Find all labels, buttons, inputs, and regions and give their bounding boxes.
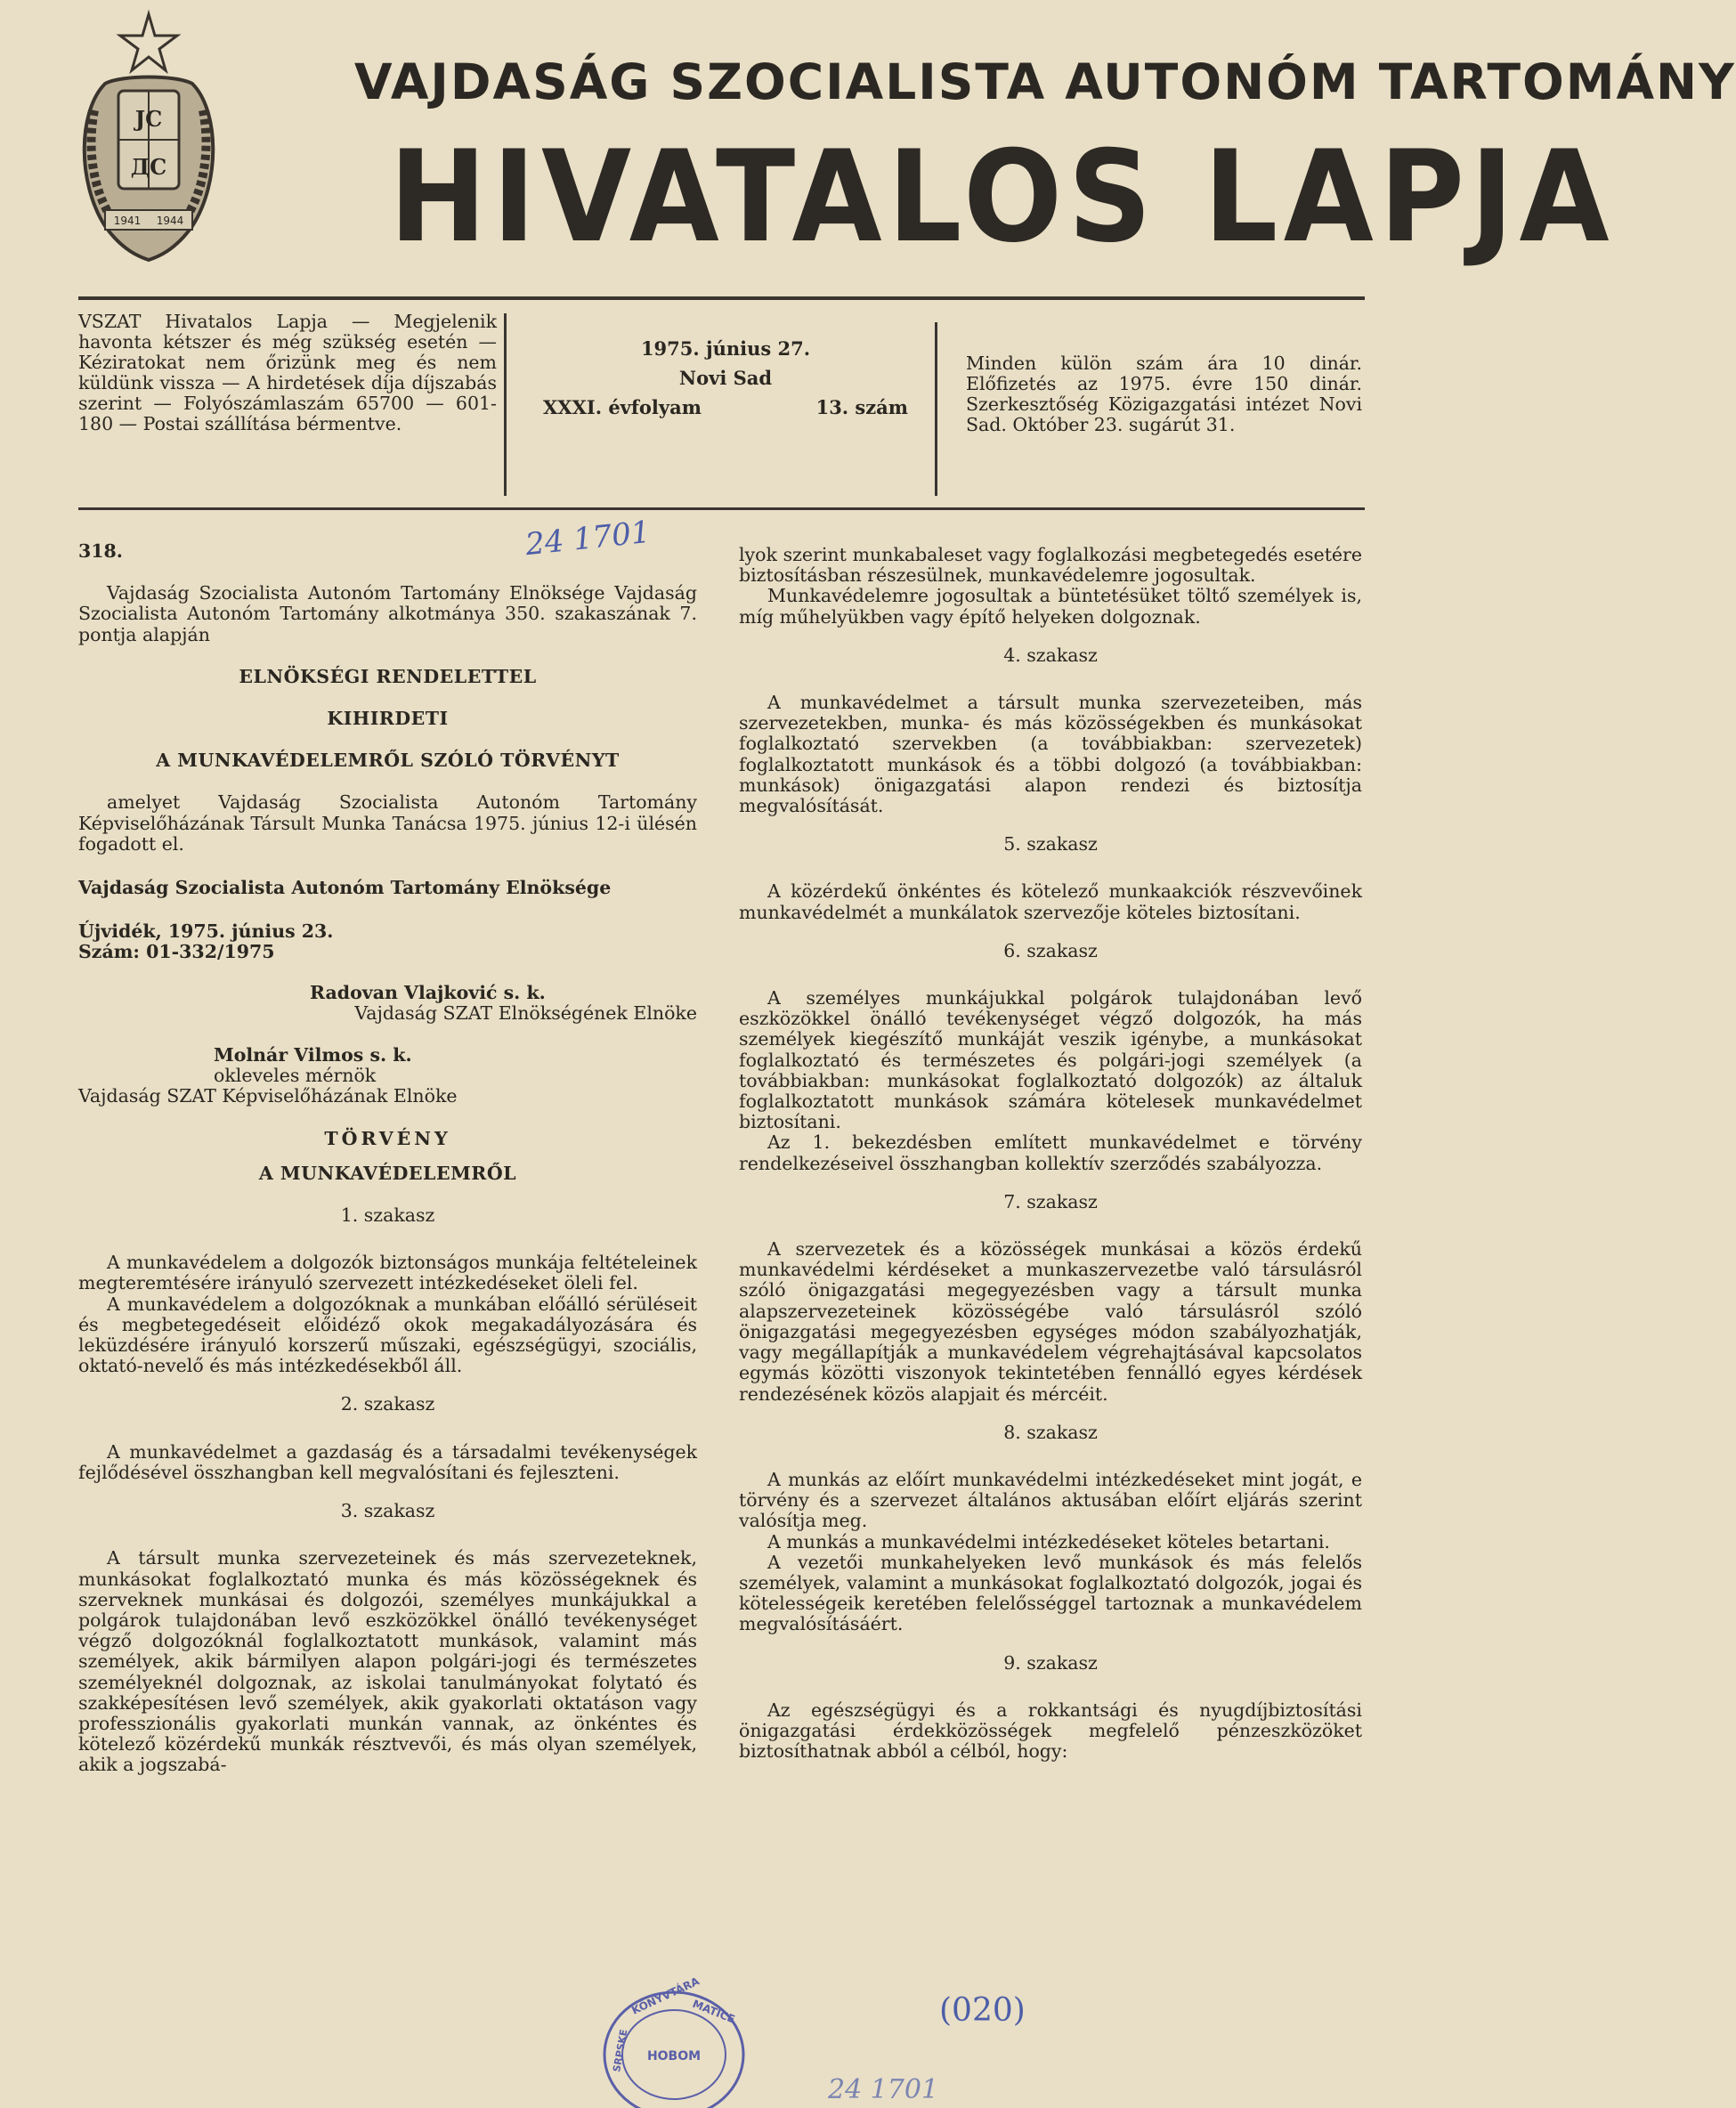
- issue-place: Novi Sad: [678, 367, 773, 389]
- section-9-paragraph-1: Az egészségügyi és a rokkantsági és nyugdíjbiztosítási önigazgatási érdekközösségek megfelelő pénzeszközöket biztosíthatnak abból a célból, hogy:: [739, 1699, 1362, 1763]
- section-1-heading: 1. szakasz: [340, 1204, 435, 1227]
- section-8-paragraph-1: A munkás az előírt munkavédelmi intézkedéseket mint jogát, e törvény és a szervezet általános aktusában előírt eljárás szerint valósítja meg.: [739, 1468, 1362, 1532]
- section-7-paragraph-1: A szervezetek és a közösségek munkásai a közös érdekű munkavédelmi kérdéseket a munkaszervezetbe való társulásról szóló önigazgatási megegyezésben vagy a társult munka alapszervezeteinek közösségébe való társulásról szóló önigazgatási megegyezésben egységes módon szabályozhatják, vagy megállapítják a munkavédelem végrehajtásával kapcsolatos egymás közötti viszonyok tekintetében fennálló egyes kérdések rendezésének közös alapjait és mércéit.: [739, 1238, 1362, 1405]
- svg-text:MATICE: MATICE: [690, 1997, 737, 2026]
- publication-info: VSZAT Hivatalos Lapja — Megjelenik havonta kétszer és még szükség esetén — Kéziratokat nem őrizünk meg és nem küldünk vissza — A hirdetések díja díjszabás szerint — Folyószámlaszám 65700 — 601-180 — Postai szállítása bérmentve.: [78, 311, 497, 434]
- state-emblem-icon: [69, 12, 228, 280]
- proclaims-heading: KIHIRDETI: [327, 708, 449, 730]
- section-4-heading: 4. szakasz: [1003, 644, 1098, 666]
- section-6-paragraph-1: A személyes munkájukkal polgárok tulajdonában levő eszközökkel önálló tevékenységet végző dolgozók, ha más személyek kiegészítő munkáját veszik igénybe, a munkásokat foglalkoztató és természetes és polgári-jogi személyek (a továbbiakban: munkásokat foglalkoztató dolgozók) az általuk foglalkoztatott munkások számára kötelesek munkavédelmet biztosítani.: [739, 987, 1362, 1133]
- section-8-paragraph-2: A munkás a munkavédelmi intézkedéseket köteles betartani.: [767, 1530, 1330, 1553]
- section-3-paragraph-1: A társult munka szervezeteinek és más szervezeteknek, munkásokat foglalkoztató munka és más közösségeknek és szerveknek munkásai és dolgozói, személyes munkájukkal a polgárok tulajdonában levő eszközökkel önálló tevékenységet végző dolgozóknál foglalkoztatott munkások, valamint más személyek, akik bármilyen alapon polgári-jogi és természetes személyeknél dolgoznak, az iskolai tanulmányokat folytató és szakképesítésen levő személyek, akik gyakorlati oktatáson vagy professzionális gyakorlati munkán vannak, az önkéntes és kötelező közérdekű munkák résztvevői, és más olyan személyek, akik a jogszabá-: [78, 1547, 697, 1776]
- section-1-paragraph-1: A munkavédelem a dolgozók biztonságos munkája feltételeinek megteremtésére irányuló szervezett intézkedéseket öleli fel.: [78, 1252, 697, 1294]
- masthead-subtitle: VAJDASÁG SZOCIALISTA AUTONÓM TARTOMÁNY: [354, 53, 1736, 110]
- masthead-title: HIVATALOS LAPJA: [389, 124, 1616, 271]
- left-column: [78, 541, 697, 1776]
- issue-number: 13. szám: [815, 396, 908, 418]
- place-date: Újvidék, 1975. június 23.: [78, 920, 334, 943]
- subscription-info: Minden külön szám ára 10 dinár. Előfizetés az 1975. évre 150 dinár. Szerkesztőség Közigazgatási intézet Novi Sad. Október 23. sugárút 31.: [966, 353, 1362, 435]
- issue-date: 1975. június 27.: [640, 337, 811, 360]
- handwritten-note-bottom: (020): [939, 1992, 1026, 2029]
- continued-paragraph: lyok szerint munkabaleset vagy foglalkozási megbetegedés esetére biztosításban részesülnek, munkavédelemre jogosultak.: [739, 544, 1362, 587]
- reference-number: Szám: 01-332/1975: [78, 941, 275, 963]
- library-stamp-icon: [598, 1974, 750, 2108]
- svg-text:1941: 1941: [113, 215, 142, 227]
- issue-row: [525, 397, 926, 418]
- law-heading: A MUNKAVÉDELEMRŐL SZÓLÓ TÖRVÉNYT: [156, 750, 620, 772]
- svg-text:SRPSKE: SRPSKE: [611, 2028, 630, 2073]
- handwritten-note-bottom-2: 24 1701: [828, 2074, 939, 2105]
- section-3-heading: 3. szakasz: [340, 1500, 435, 1522]
- section-2-heading: 2. szakasz: [340, 1393, 435, 1415]
- svg-text:1944: 1944: [156, 215, 184, 227]
- section-8-heading: 8. szakasz: [1003, 1421, 1098, 1443]
- section-8-paragraph-3: A vezetői munkahelyeken levő munkások és más felelős személyek, valamint a munkásokat foglalkoztató dolgozók, jogai és kötelességeik keretében felelősséggel tartoznak a munkavédelem megvalósításáért.: [739, 1551, 1362, 1635]
- section-2-paragraph-1: A munkavédelmet a gazdaság és a társadalmi tevékenységek fejlődésével összhangban kell megvalósítani és fejleszteni.: [78, 1440, 697, 1483]
- svg-text:ДС: ДС: [130, 154, 167, 180]
- signature-2: [214, 1045, 697, 1086]
- signature-1: [310, 983, 697, 1003]
- top-rule: [78, 296, 1365, 300]
- section-5-heading: 5. szakasz: [1003, 833, 1098, 855]
- svg-text:НОВОМ: НОВОМ: [646, 2049, 702, 2063]
- presidency-line: Vajdaság Szocialista Autonóm Tartomány Elnöksége: [78, 877, 612, 899]
- section-5-paragraph-1: A közérdekű önkéntes és kötelező munkaakciók részvevőinek munkavédelmét a munkálatok szervezője köteles biztosítani.: [739, 880, 1362, 923]
- adopted-paragraph: amelyet Vajdaság Szocialista Autonóm Tartomány Képviselőházának Társult Munka Tanácsa 1975. június 12-i ülésén fogadott el.: [78, 791, 697, 855]
- law-title: TÖRVÉNY: [324, 1127, 451, 1149]
- section-9-heading: 9. szakasz: [1003, 1651, 1098, 1674]
- issue-details: [525, 338, 926, 418]
- issue-volume: XXXI. évfolyam: [543, 396, 702, 418]
- signature-2-title: Vajdaság SZAT Képviselőházának Elnöke: [78, 1085, 458, 1107]
- section-4-paragraph-1: A munkavédelmet a társult munka szervezeteiben, más szervezetekben, munka- és más közösségekben és munkásokat foglalkoztató szervekben (a továbbiakban: szervezetek) foglalkoztatott munkások és a többi dolgozó (a továbbiakban: munkások) önigazgatási alapon rendezi és biztosítja megvalósítását.: [739, 692, 1362, 817]
- signature-1-name: Radovan Vlajković s. k.: [310, 981, 546, 1003]
- signature-2-name: Molnár Vilmos s. k.: [214, 1044, 412, 1066]
- item-number: 318.: [78, 540, 123, 562]
- signature-2-sub: okleveles mérnök: [214, 1065, 377, 1087]
- section-6-heading: 6. szakasz: [1003, 939, 1098, 961]
- section-7-heading: 7. szakasz: [1003, 1190, 1098, 1212]
- intro-paragraph: Vajdaság Szocialista Autonóm Tartomány Elnöksége Vajdaság Szocialista Autonóm Tartomány alkotmánya 350. szakaszának 7. pontja alapján: [78, 582, 697, 645]
- decree-heading: ELNÖKSÉGI RENDELETTEL: [239, 665, 537, 687]
- svg-text:ЈС: ЈС: [134, 106, 163, 132]
- right-column: [739, 545, 1362, 1762]
- continued-paragraph-2: Munkavédelemre jogosultak a büntetésüket töltő személyek is, míg műhelyükben vagy építő helyeken dolgoznak.: [739, 585, 1362, 628]
- mid-rule: [78, 507, 1365, 510]
- handwritten-note-top: 24 1701: [523, 514, 653, 563]
- signature-1-title: Vajdaság SZAT Elnökségének Elnöke: [354, 1001, 697, 1024]
- svg-text:KÖNYVTÁRA: KÖNYVTÁRA: [629, 1974, 702, 2017]
- section-1-paragraph-2: A munkavédelem a dolgozóknak a munkában előálló sérüléseit és megbetegedéseit előidéző okok megakadályozására és leküzdésére irányuló korszerű műszaki, egészségügyi, szociális, oktató-nevelő és más intézkedésekből áll.: [78, 1293, 697, 1377]
- info-divider-left: [504, 313, 507, 496]
- law-subtitle: A MUNKAVÉDELEMRŐL: [258, 1162, 517, 1184]
- section-6-paragraph-2: Az 1. bekezdésben említett munkavédelmet e törvény rendelkezéseivel összhangban kollektív szerződés szabályozza.: [739, 1131, 1362, 1174]
- info-divider-right: [935, 322, 937, 496]
